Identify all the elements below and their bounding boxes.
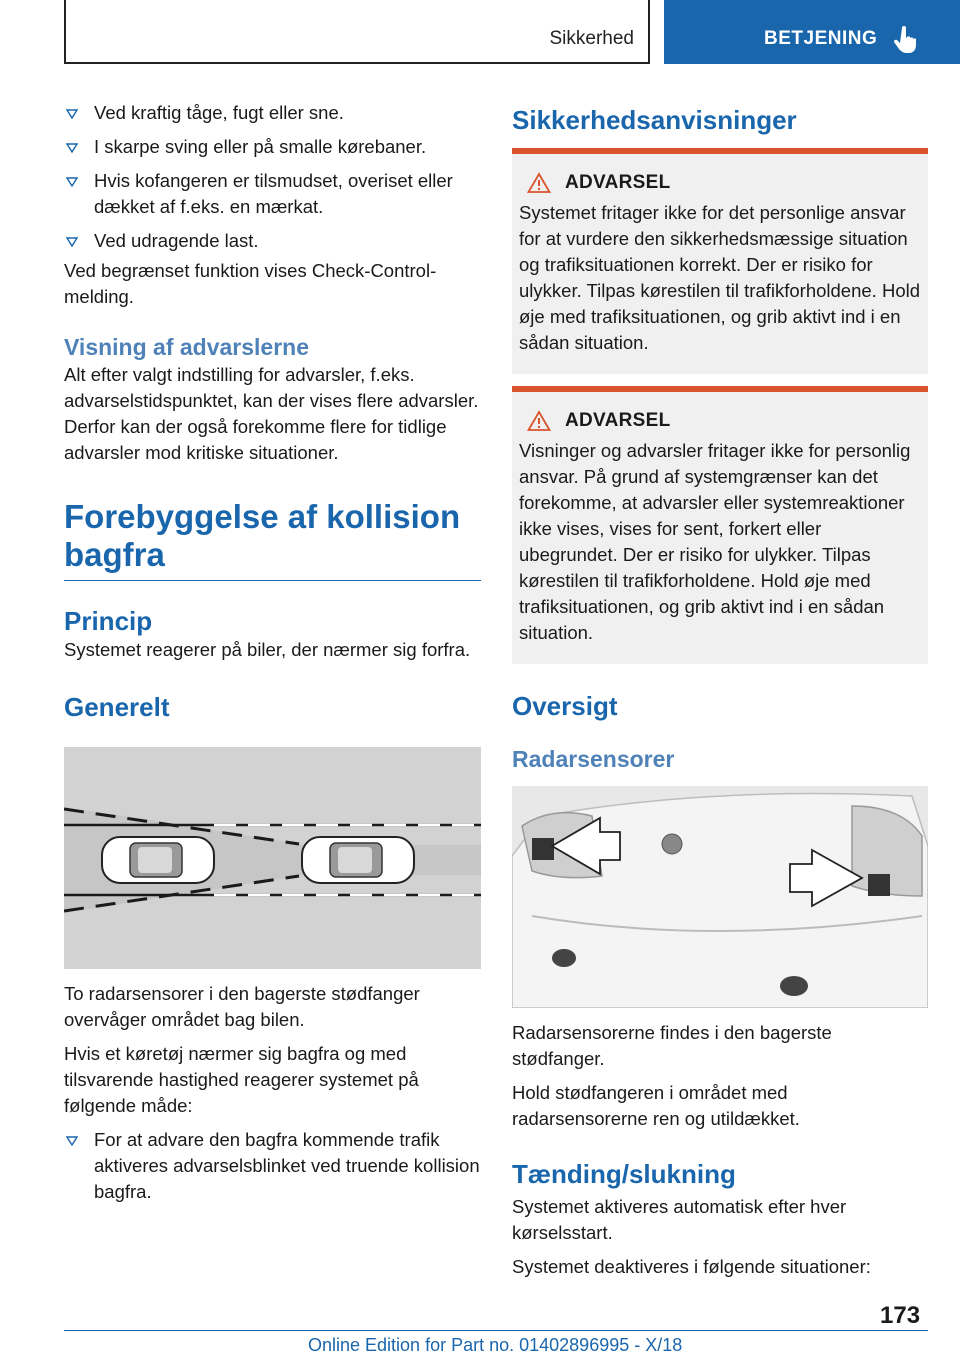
paragraph-vehicle-approach: Hvis et køretøj nærmer sig bagfra og med tilsvarende hastighed reagerer systemet på følgende måde:	[64, 1043, 419, 1116]
heading-safety-notes: Sikkerhedsanvisninger	[512, 105, 797, 135]
warning-box	[512, 386, 928, 664]
triangle-bullet-icon	[66, 109, 78, 119]
heading-on-off: Tænding/slukning	[512, 1159, 736, 1189]
warning-header	[519, 410, 920, 432]
list-item: Ved udragende last.	[64, 228, 481, 254]
hand-pointer-icon	[894, 26, 920, 54]
warning-header	[519, 172, 920, 194]
warning-box	[512, 148, 928, 374]
figure-rear-traffic-diagram	[64, 747, 481, 969]
warning-title: ADVARSEL	[565, 172, 671, 193]
triangle-bullet-icon	[66, 143, 78, 153]
page-number: 173	[880, 1302, 921, 1329]
warning-text: Visninger og advarsler fritager ikke for personlig ansvar. På grund af systemgrænser kan det forekomme, at advarsler eller systemreaktioner ikke vises, vises for sent, forkert eller ubegrundet. Der er risiko for ulykker. Tilpas kørestilen til trafikforholdene. Hold øje med trafiksituationen, og grib aktivt ind i en sådan situation.	[519, 440, 911, 643]
header-chapter-tab	[664, 0, 960, 64]
paragraph-radar-sensors: To radarsensorer i den bagerste stødfanger overvåger området bag bilen.	[64, 983, 420, 1030]
car-rear-illustration	[512, 786, 928, 1008]
heading-general: Generelt	[64, 692, 170, 722]
header-section-box	[64, 0, 650, 64]
heading-overview: Oversigt	[512, 691, 618, 721]
left-column	[64, 100, 481, 1213]
triangle-bullet-icon	[66, 177, 78, 187]
heading-radar-sensors: Radarsensorer	[512, 746, 675, 772]
triangle-bullet-icon	[66, 1136, 78, 1146]
paragraph-auto-activation: Systemet aktiveres automatisk efter hver kørselsstart.	[512, 1196, 847, 1243]
paragraph-radar-clean: Hold stødfangeren i området med radarsensorerne ren og utildækket.	[512, 1082, 800, 1129]
warning-title: ADVARSEL	[565, 410, 671, 431]
paragraph-deactivation: Systemet deaktiveres i følgende situationer:	[512, 1256, 871, 1277]
triangle-bullet-icon	[66, 237, 78, 247]
header-chapter-title: BETJENING	[764, 28, 878, 49]
figure-car-rear-radar	[512, 786, 928, 1008]
list-item: Hvis kofangeren er tilsmudset, overiset eller dækket af f.eks. en mærkat.	[64, 168, 481, 220]
header-section-title: Sikkerhed	[549, 28, 634, 49]
list-item: I skarpe sving eller på smalle kørebaner.	[64, 134, 481, 160]
warning-triangle-icon	[527, 410, 551, 432]
warning-text: Systemet fritager ikke for det personlige ansvar for at vurdere den sikkerhedsmæssige situation og trafiksituationen korrekt. Der er risiko for ulykker. Tilpas kørestilen til trafikforholdene. Hold øje med trafiksituationen, og grib aktivt ind i en sådan situation.	[519, 202, 921, 353]
heading-principle: Princip	[64, 606, 153, 636]
paragraph-principle: Systemet reagerer på biler, der nærmer sig forfra.	[64, 639, 471, 660]
bullet-list-limitations	[64, 100, 481, 254]
list-item: For at advare den bagfra kommende trafik aktiveres advarselsblinket ved truende kollision bagfra.	[64, 1127, 481, 1205]
footer-rule	[64, 1330, 928, 1331]
paragraph-limited-function: Ved begrænset funktion vises Check-Control-melding.	[64, 260, 437, 307]
heading-rear-collision-prevention: Forebyggelse af kollision bagfra	[64, 498, 461, 573]
paragraph-display-warnings: Alt efter valgt indstilling for advarsler, f.eks. advarselstidspunktet, kan der vises flere advarsler. Derfor kan der også forekomme flere for tidlige advarsler mod kritiske situationer.	[64, 364, 479, 463]
paragraph-radar-location: Radarsensorerne findes i den bagerste stødfanger.	[512, 1022, 832, 1069]
main-heading-block	[64, 498, 481, 581]
cars-on-road-illustration	[64, 747, 481, 969]
heading-display-warnings: Visning af advarslerne	[64, 334, 310, 360]
footer-edition: Online Edition for Part no. 01402896995 - X/18	[308, 1335, 683, 1355]
right-column	[512, 100, 928, 1280]
bullet-list-reactions	[64, 1127, 481, 1205]
warning-triangle-icon	[527, 172, 551, 194]
list-item: Ved kraftig tåge, fugt eller sne.	[64, 100, 481, 126]
